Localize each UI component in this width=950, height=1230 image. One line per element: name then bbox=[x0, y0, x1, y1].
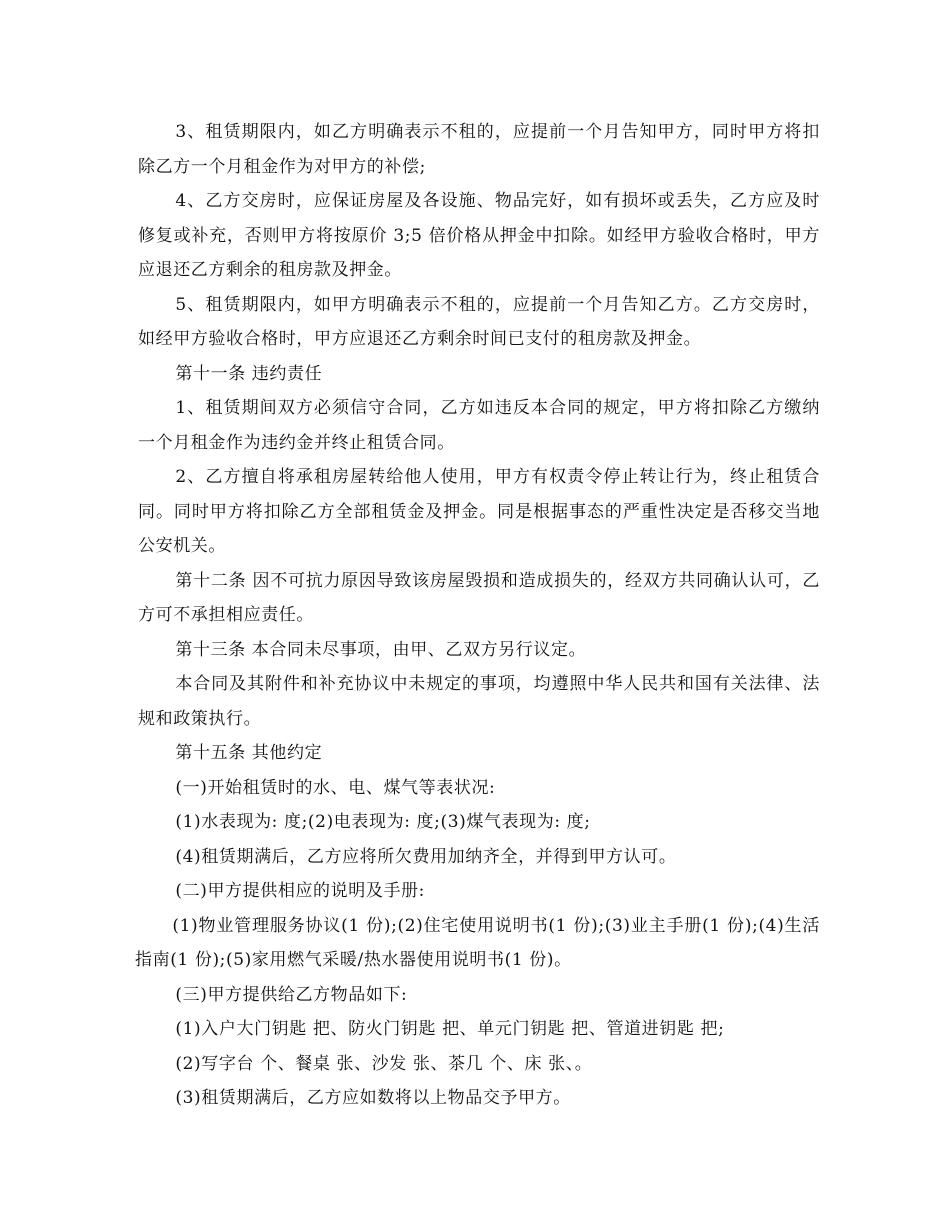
applicable-law-paragraph: 本合同及其附件和补充协议中未规定的事项，均遵照中华人民共和国有关法律、法规和政策执行。 bbox=[138, 674, 820, 729]
manuals-heading: (二)甲方提供相应的说明及手册: bbox=[175, 881, 425, 901]
clause-5-early-termination-by-landlord: 5、租赁期限内，如甲方明确表示不租的，应提前一个月告知乙方。乙方交房时，如经甲方验收合格时，甲方应退还乙方剩余时间已支付的租房款及押金。 bbox=[138, 294, 820, 349]
article-13: 第十三条 本合同未尽事项，由甲、乙双方另行议定。 bbox=[175, 639, 587, 660]
article-11-item-2: 2、乙方擅自将承租房屋转给他人使用，甲方有权责令停止转让行为，终止租赁合同。同时甲方将扣除乙方全部租赁金及押金。同是根据事态的严重性决定是否移交当地公安机关。 bbox=[138, 467, 820, 556]
article-12: 第十二条 因不可抗力原因导致该房屋毁损和造成损失的，经双方共同确认认可，乙方可不承担相应责任。 bbox=[138, 570, 820, 625]
meter-readings: (1)水表现为: 度;(2)电表现为: 度;(3)煤气表现为: 度; bbox=[175, 812, 591, 832]
article-11-item-1: 1、租赁期间双方必须信守合同，乙方如违反本合同的规定，甲方将扣除乙方缴纳一个月租金作为违约金并终止租赁合同。 bbox=[138, 398, 820, 453]
meter-settlement: (4)租赁期满后，乙方应将所欠费用加纳齐全，并得到甲方认可。 bbox=[175, 846, 677, 867]
furniture-list: (2)写字台 个、餐桌 张、沙发 张、茶几 个、床 张、。 bbox=[175, 1053, 593, 1074]
clause-4-move-out-inspection: 4、乙方交房时，应保证房屋及各设施、物品完好，如有损坏或丢失，乙方应及时修复或补充，否则甲方将按原价 3;5 倍价格从押金中扣除。如经甲方验收合格时，甲方应退还乙方剩余的租房款及押金。 bbox=[138, 191, 820, 280]
keys-list: (1)入户大门钥匙 把、防火门钥匙 把、单元门钥匙 把、管道进钥匙 把; bbox=[175, 1019, 725, 1039]
items-heading: (三)甲方提供给乙方物品如下: bbox=[175, 984, 408, 1005]
article-11-heading: 第十一条 违约责任 bbox=[175, 363, 323, 384]
article-15-heading: 第十五条 其他约定 bbox=[175, 743, 323, 763]
return-items-clause: (3)租赁期满后，乙方应如数将以上物品交予甲方。 bbox=[175, 1088, 571, 1108]
meter-status-heading: (一)开始租赁时的水、电、煤气等表状况: bbox=[175, 777, 496, 798]
manuals-list: (1)物业管理服务协议(1 份);(2)住宅使用说明书(1 份);(3)业主手册(1 份);(4)生活指南(1 份);(5)家用燃气采暖/热水器使用说明书(1 份)。 bbox=[135, 915, 820, 970]
clause-3-early-termination-by-tenant: 3、租赁期限内，如乙方明确表示不租的，应提前一个月告知甲方，同时甲方将扣除乙方一个月租金作为对甲方的补偿; bbox=[138, 122, 820, 177]
